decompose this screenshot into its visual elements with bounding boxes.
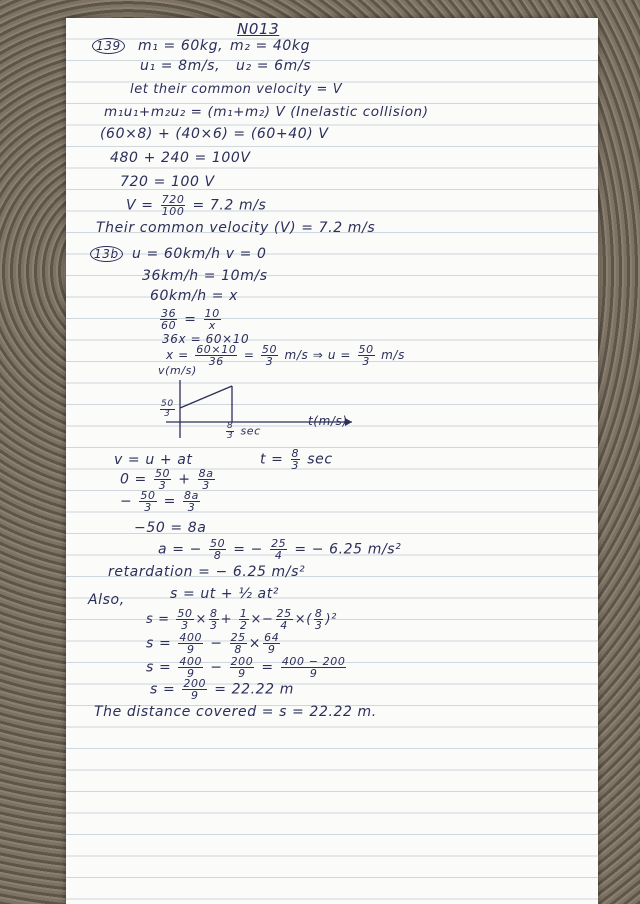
eq-v-u-at: v = u + at: [114, 452, 193, 468]
given-speeds: u = 60km/h v = 0: [132, 246, 267, 262]
line-common-velocity: let their common velocity = V: [130, 82, 343, 97]
problem-number-139: 139: [92, 38, 125, 54]
final-answer: The distance covered = s = 22.22 m.: [94, 704, 377, 720]
eq-s-step3: s = $\frac{400}{9}$ − $\frac{200}{9}$ = $\frac{400 - 200}{9}$: [146, 655, 346, 680]
eq-neg-fraction: − $\frac{50}{3}$ = $\frac{8a}{3}$: [120, 489, 199, 514]
given-m1: m₁ = 60kg,: [138, 38, 224, 54]
eq-t: t = $\frac{8}{3}$ sec: [260, 447, 333, 472]
graph-y-label: v(m/s): [158, 364, 197, 377]
notebook-page: [66, 18, 598, 904]
given-m2: m₂ = 40kg: [230, 38, 311, 54]
line-sum: 480 + 240 = 100V: [110, 150, 251, 166]
conversion-36: 36km/h = 10m/s: [142, 268, 268, 284]
eq-s-sub: s = $\frac{50}{3}$ × $\frac{8}{3}$ + $\frac{1}{2}$ ×− $\frac{25}{4}$ ×( $\frac{8}{3}$ )²: [146, 607, 337, 632]
given-u1: u₁ = 8m/s,: [140, 58, 221, 74]
eq-zero: 0 = $\frac{50}{3}$ + $\frac{8a}{3}$: [120, 467, 214, 492]
ratio-line: $\frac{36}{60}$ = $\frac{10}{x}$: [161, 307, 220, 332]
velocity-time-graph: [152, 378, 372, 440]
also-label: Also,: [88, 592, 125, 608]
conversion-60: 60km/h = x: [150, 288, 239, 304]
eq-neg50: −50 = 8a: [134, 520, 207, 536]
eq-x-result: x = $\frac{60\times 10}{36}$ = $\frac{50}{3}$ m/s ⇒ u = $\frac{50}{3}$ m/s: [166, 343, 405, 368]
line-720: 720 = 100 V: [120, 174, 215, 190]
eq-s-step4: s = $\frac{200}{9}$ = 22.22 m: [150, 677, 294, 702]
line-v-result: V = $\frac{720}{100}$ = 7.2 m/s: [126, 193, 267, 218]
line-conclusion-1: Their common velocity (V) = 7.2 m/s: [96, 220, 376, 236]
graph-x-tick: $\frac{8}{3}$ sec: [227, 421, 261, 441]
page-number-header: N013: [237, 20, 280, 38]
given-u2: u₂ = 6m/s: [236, 58, 312, 74]
graph-x-label: t(m/s): [308, 414, 348, 428]
graph-y-tick: $\frac{50}{3}$: [161, 399, 174, 419]
retardation-line: retardation = − 6.25 m/s²: [108, 564, 306, 580]
problem-number-13b: 13b: [90, 246, 123, 262]
eq-s-step2: s = $\frac{400}{9}$ − $\frac{25}{8}$ × $\frac{64}{9}$: [146, 631, 280, 656]
eq-36x: 36x = 60×10: [162, 332, 250, 346]
eq-s: s = ut + ½ at²: [170, 586, 280, 602]
graph-velocity-line: [180, 386, 232, 408]
line-substitution: (60×8) + (40×6) = (60+40) V: [100, 126, 329, 142]
line-momentum-eq: m₁u₁+m₂u₂ = (m₁+m₂) V (Inelastic collision): [104, 104, 429, 120]
eq-a-result: a = − $\frac{50}{8}$ = − $\frac{25}{4}$ = − 6.25 m/s²: [158, 537, 402, 562]
